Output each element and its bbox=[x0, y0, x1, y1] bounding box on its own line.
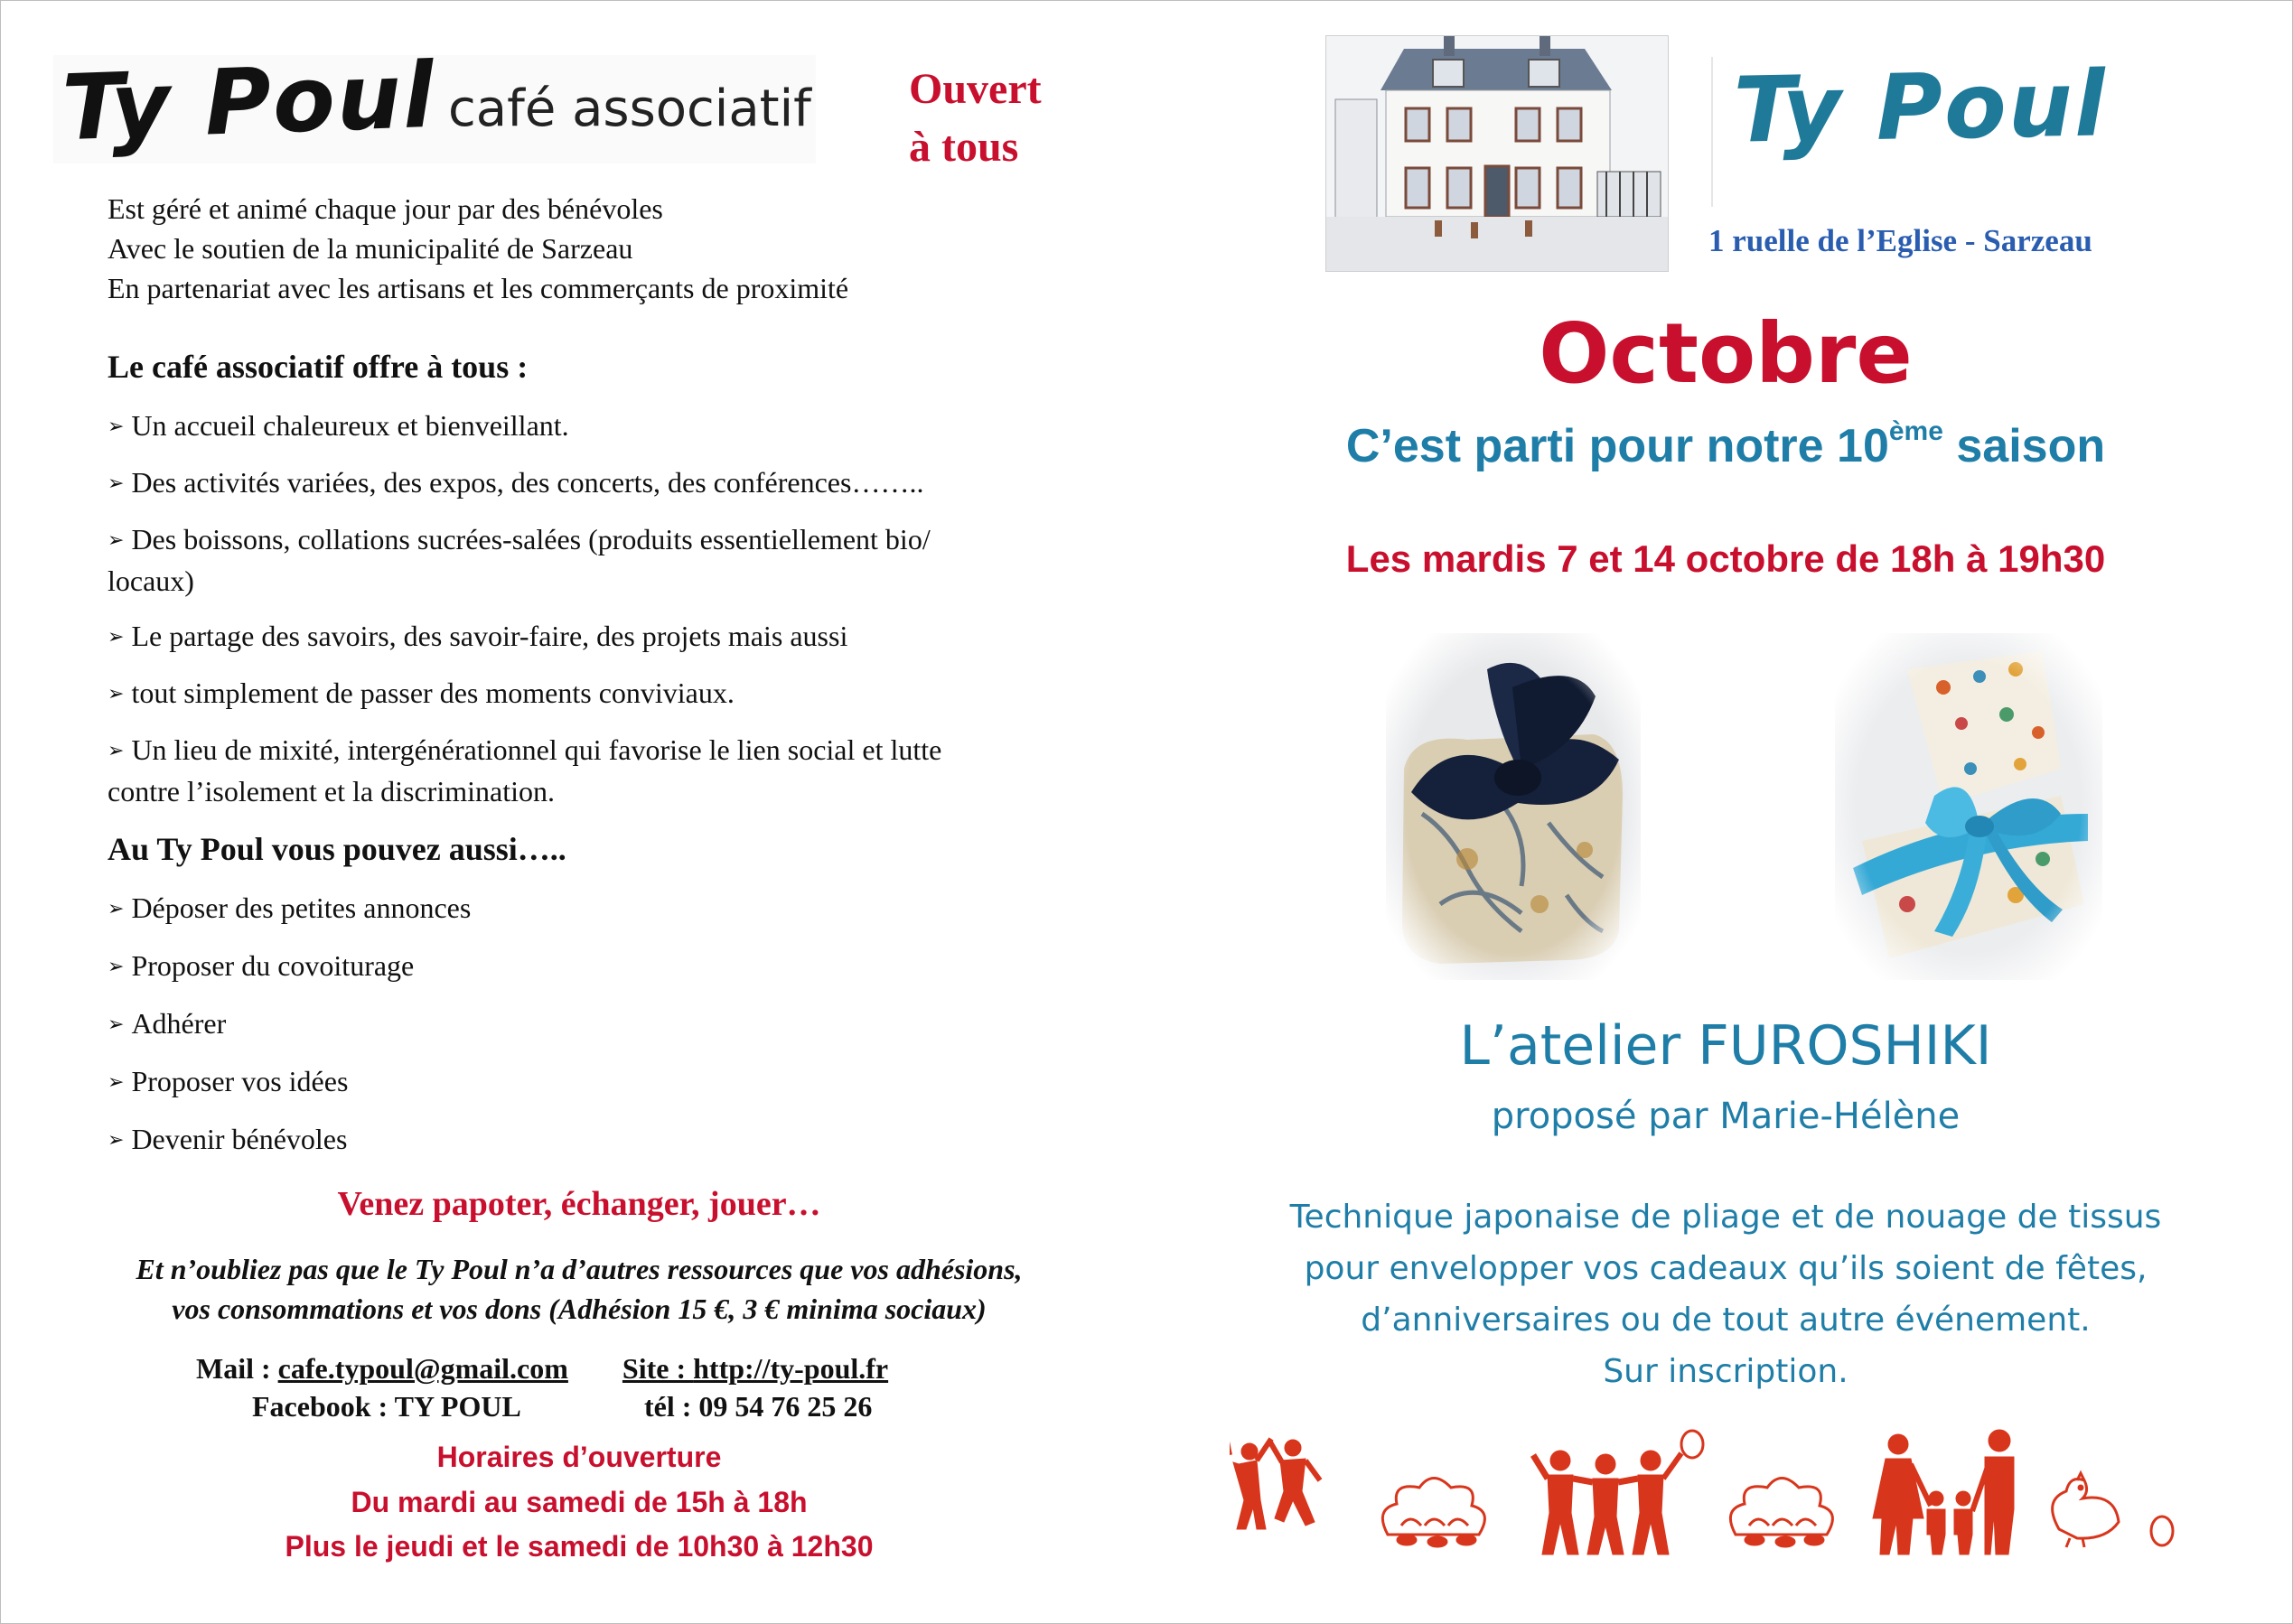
atelier-title: L’atelier FUROSHIKI bbox=[1459, 1014, 1992, 1078]
list-item: ➢ Un accueil chaleureux et bienveillant. bbox=[108, 409, 569, 442]
atelier-host: proposé par Marie-Hélène bbox=[1491, 1096, 1961, 1137]
intro-line: Avec le soutien de la municipalité de Sarzeau bbox=[108, 232, 633, 265]
arrow-bullet-icon: ➢ bbox=[108, 898, 125, 920]
resources-note bbox=[1, 1249, 1157, 1329]
also-list bbox=[108, 888, 1083, 1161]
list-item: ➢ Proposer du covoiturage bbox=[108, 949, 415, 982]
hours-line-1: Du mardi au samedi de 15h à 18h bbox=[351, 1486, 808, 1518]
furoshiki-navy-icon bbox=[1386, 633, 1641, 980]
arrow-bullet-icon: ➢ bbox=[108, 1013, 125, 1036]
mail-link[interactable]: cafe.typoul@gmail.com bbox=[277, 1352, 568, 1385]
ty-poul-logo-blue: Ty Poul bbox=[1733, 51, 2109, 163]
list-item: ➢ tout simplement de passer des moments conviviaux. bbox=[108, 677, 735, 709]
decorative-pictograms bbox=[1230, 1428, 2223, 1563]
pictogram-strip bbox=[1230, 1428, 2223, 1563]
list-item-continuation: contre l’isolement et la discrimination. bbox=[108, 775, 555, 807]
note-line: vos consommations et vos dons (Adhésion 15 €, 3 € minima sociaux) bbox=[172, 1293, 987, 1325]
arrow-bullet-icon: ➢ bbox=[108, 529, 125, 552]
list-item: ➢ Proposer vos idées bbox=[108, 1065, 349, 1097]
house-drawing bbox=[1325, 35, 1669, 272]
list-item: ➢ Devenir bénévoles bbox=[108, 1123, 348, 1155]
list-item: ➢ Des activités variées, des expos, des concerts, des conférences…….. bbox=[108, 466, 924, 499]
offer-heading: Le café associatif offre à tous : bbox=[108, 349, 529, 385]
arrow-bullet-icon: ➢ bbox=[108, 683, 125, 705]
arrow-bullet-icon: ➢ bbox=[108, 1129, 125, 1152]
address: 1 ruelle de l’Eglise - Sarzeau bbox=[1708, 223, 2092, 258]
season-heading: C’est parti pour notre 10ème saison bbox=[1345, 416, 2106, 472]
ty-poul-logo: Ty Poul bbox=[61, 42, 438, 162]
hen-icon bbox=[2053, 1473, 2173, 1547]
arrow-bullet-icon: ➢ bbox=[108, 415, 125, 438]
telephone-text: tél : 09 54 76 25 26 bbox=[644, 1390, 873, 1423]
event-dates: Les mardis 7 et 14 octobre de 18h à 19h30 bbox=[1345, 537, 2106, 580]
also-heading: Au Ty Poul vous pouvez aussi….. bbox=[108, 831, 566, 867]
description-line: d’anniversaires ou de tout autre événement. bbox=[1361, 1302, 2091, 1339]
list-item: ➢ Le partage des savoirs, des savoir-faire, des projets mais aussi bbox=[108, 620, 848, 652]
facebook-text: Facebook : TY POUL bbox=[252, 1390, 521, 1423]
intro-line: Est géré et animé chaque jour par des bénévoles bbox=[108, 192, 663, 225]
jumping-children-icon bbox=[1230, 1437, 1320, 1529]
list-item: ➢ Adhérer bbox=[108, 1007, 227, 1040]
list-item-continuation: locaux) bbox=[108, 565, 194, 597]
list-item: ➢ Déposer des petites annonces bbox=[108, 891, 472, 924]
note-line: Et n’oubliez pas que le Ty Poul n’a d’autres ressources que vos adhésions, bbox=[136, 1253, 1023, 1285]
hours-title: Horaires d’ouverture bbox=[436, 1441, 722, 1473]
intro-line: En partenariat avec les artisans et les commerçants de proximité bbox=[108, 272, 849, 304]
ouvert-line-2: à tous bbox=[909, 123, 1019, 171]
month-title: Octobre bbox=[1539, 305, 1913, 402]
people-group-icon bbox=[1533, 1431, 1703, 1554]
description-line: Sur inscription. bbox=[1603, 1353, 1848, 1390]
family-icon bbox=[1873, 1430, 2014, 1554]
contact-mail-site bbox=[196, 1352, 888, 1386]
atelier-description bbox=[1157, 1191, 2293, 1397]
logo-subtitle: café associatif bbox=[448, 79, 811, 138]
bush-icon bbox=[1382, 1479, 1484, 1547]
mail-label: Mail : bbox=[196, 1352, 278, 1385]
site-link[interactable]: Site : http://ty-poul.fr bbox=[622, 1352, 889, 1385]
arrow-bullet-icon: ➢ bbox=[108, 626, 125, 649]
arrow-bullet-icon: ➢ bbox=[108, 956, 125, 978]
ouvert-line-1: Ouvert bbox=[909, 65, 1042, 113]
house-watercolor-icon bbox=[1326, 36, 1668, 271]
intro-text bbox=[108, 189, 848, 308]
arrow-bullet-icon: ➢ bbox=[108, 1071, 125, 1094]
arrow-bullet-icon: ➢ bbox=[108, 472, 125, 495]
furoshiki-blue-icon bbox=[1835, 633, 2102, 980]
description-line: pour envelopper vos cadeaux qu’ils soient de fêtes, bbox=[1304, 1250, 2148, 1287]
furoshiki-photo-blue bbox=[1835, 633, 2102, 980]
offer-list bbox=[108, 406, 1083, 811]
arrow-bullet-icon: ➢ bbox=[108, 740, 125, 762]
venez-papoter: Venez papoter, échanger, jouer… bbox=[337, 1185, 821, 1223]
list-item: ➢ Des boissons, collations sucrées-salées (produits essentiellement bio/ bbox=[108, 523, 931, 555]
hours-line-2: Plus le jeudi et le samedi de 10h30 à 12h30 bbox=[285, 1530, 874, 1563]
description-line: Technique japonaise de pliage et de nouage de tissus bbox=[1289, 1199, 2162, 1236]
ouvert-a-tous bbox=[909, 61, 1042, 176]
list-item: ➢ Un lieu de mixité, intergénérationnel qui favorise le lien social et lutte bbox=[108, 733, 942, 766]
furoshiki-photo-navy bbox=[1386, 633, 1641, 980]
logo-divider bbox=[1711, 57, 1713, 207]
bush-icon bbox=[1730, 1479, 1832, 1547]
